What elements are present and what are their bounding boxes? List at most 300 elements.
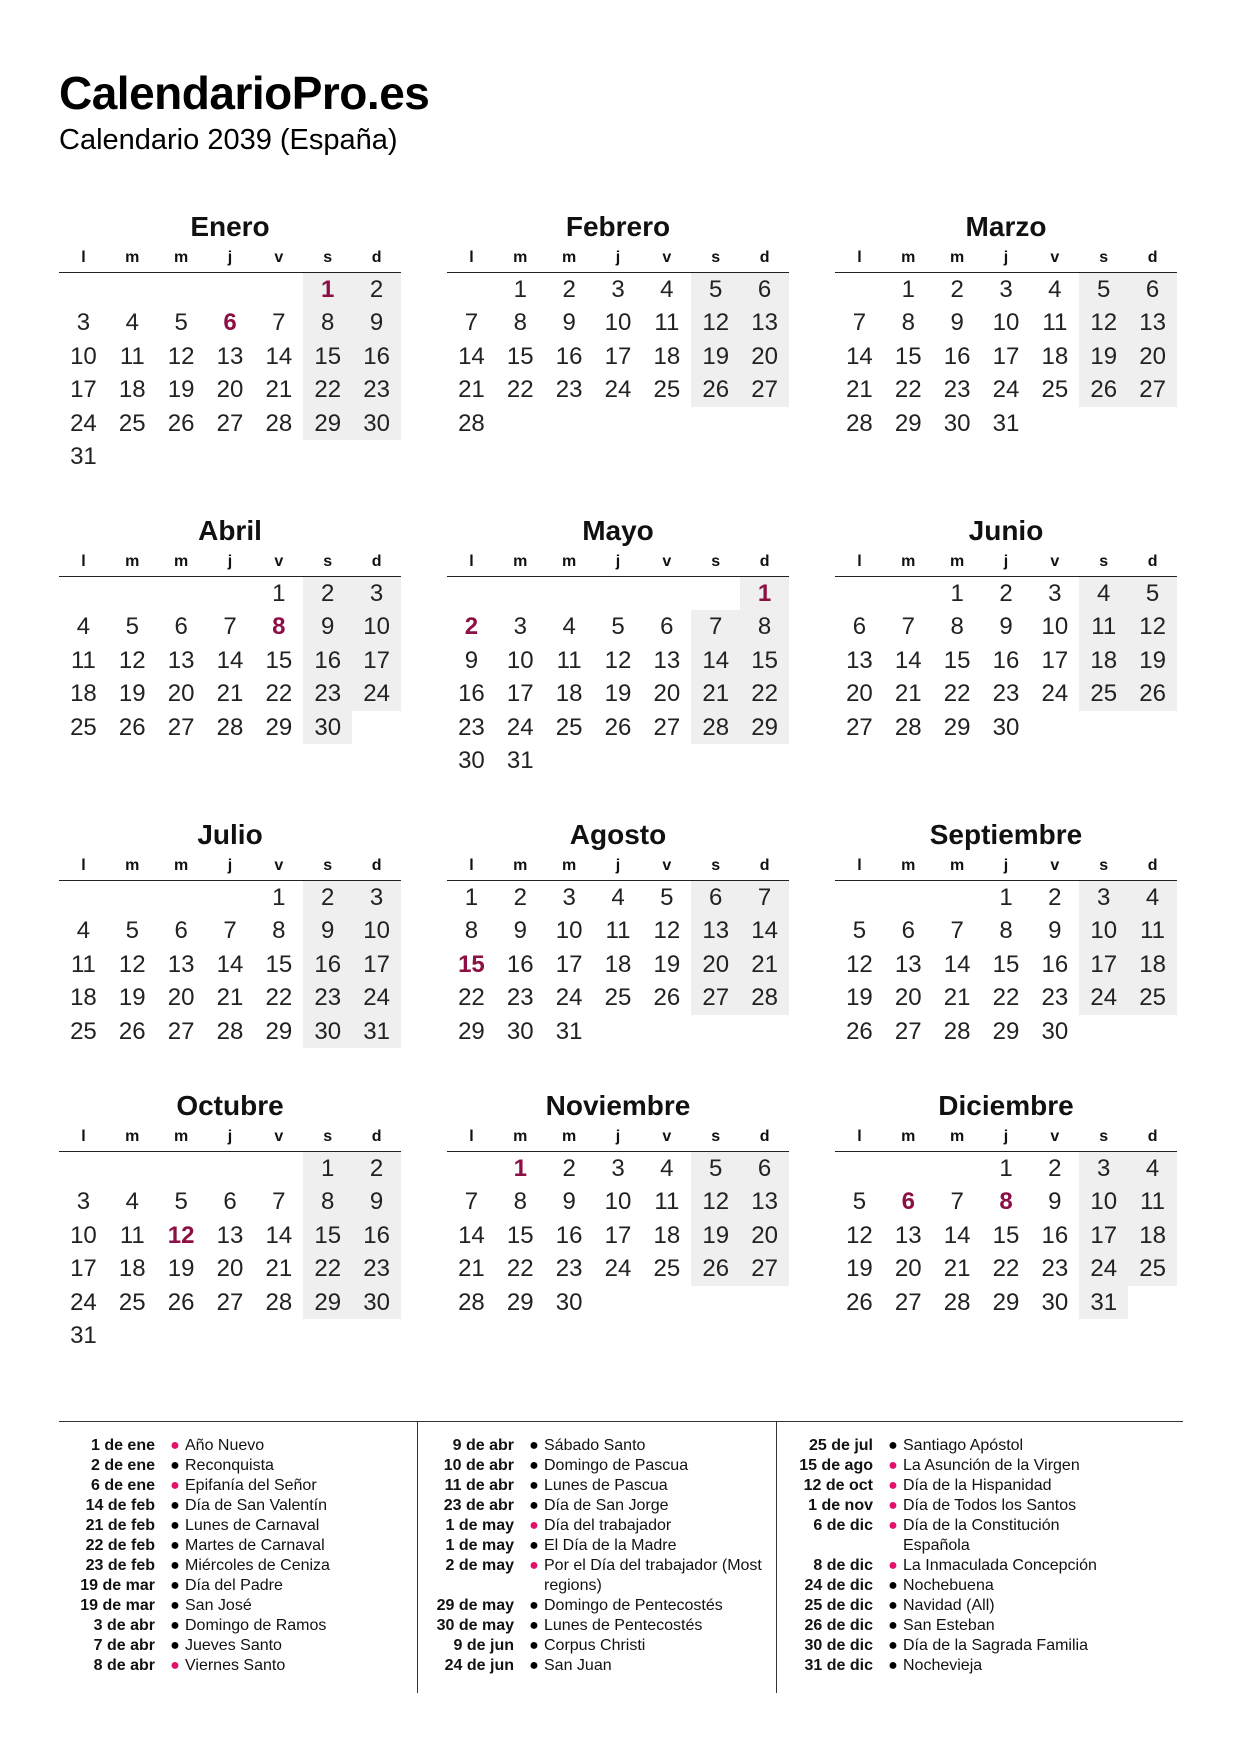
day-cell: 17 [506,680,534,708]
weekday-label: v [274,857,284,874]
day-cell: 8 [901,309,915,337]
holiday-day-cell: 1 [303,273,352,306]
day-cell: 20 [691,948,740,981]
month-noviembre [447,1089,789,1319]
holiday-item [777,1556,1135,1576]
holiday-name: Día de la Constitución Española [903,1517,1060,1554]
month-julio [59,818,401,1048]
weekday-label: m [513,857,528,874]
day-cell: 13 [167,950,195,978]
holiday-date: 25 de jul [808,1437,873,1454]
day-cell: 19 [118,984,146,1012]
weekday-label: s [323,857,333,874]
day-cell: 10 [604,1188,632,1216]
day-cell: 18 [555,680,583,708]
empty-cell [108,577,157,610]
day-cell: 18 [653,342,681,370]
empty-cell [884,881,933,914]
day-cell: 4 [1128,1152,1177,1185]
day-cell: 9 [562,309,576,337]
day-cell: 15 [303,340,352,373]
day-cell: 17 [352,948,401,981]
day-cell: 20 [740,1219,789,1252]
day-cell: 14 [265,1221,293,1249]
weekday-label: m [901,857,916,874]
day-cell: 16 [303,644,352,677]
day-grid [835,1152,1177,1319]
day-cell: 8 [303,306,352,339]
day-cell: 16 [458,680,485,708]
holiday-item [59,1496,417,1516]
day-cell: 5 [691,273,740,306]
weekday-label: s [711,553,721,570]
holiday-name: Domingo de Pascua [544,1457,689,1474]
holiday-name: Lunes de Pentecostés [544,1617,703,1634]
day-cell: 9 [352,1185,401,1218]
day-cell: 31 [70,1321,97,1349]
day-cell: 11 [556,646,582,674]
weekday-label: v [274,1128,284,1145]
holiday-name: Epifanía del Señor [185,1477,317,1494]
holiday-name: Sábado Santo [544,1437,646,1454]
national-holiday-bullet-icon: ● [529,1557,539,1574]
holiday-date: 23 de feb [85,1557,155,1574]
day-cell: 22 [265,984,293,1012]
day-cell: 1 [272,884,286,911]
day-cell: 24 [506,713,534,741]
national-holiday-bullet-icon: ● [888,1557,898,1574]
weekday-label: l [857,1128,862,1145]
day-cell: 2 [1048,884,1062,911]
day-cell: 25 [1041,376,1069,404]
holiday-item [777,1456,1135,1476]
holiday-date: 19 de mar [80,1577,155,1594]
day-cell: 28 [216,713,244,741]
day-cell: 28 [691,711,740,744]
holiday-date: 11 de abr [444,1477,514,1494]
weekday-header [59,248,401,273]
holiday-day-cell: 12 [167,1221,195,1249]
holiday-date: 29 de may [436,1597,514,1614]
holiday-name: Santiago Apóstol [903,1437,1024,1454]
day-grid [59,577,401,744]
day-cell: 24 [992,376,1020,404]
day-cell: 10 [555,917,583,945]
day-cell: 5 [691,1152,740,1185]
holiday-date: 8 de dic [813,1557,873,1574]
day-cell: 4 [1128,881,1177,914]
day-cell: 23 [506,984,534,1012]
day-cell: 28 [458,1288,485,1316]
holiday-item [59,1476,417,1496]
day-cell: 11 [654,309,680,337]
weekday-label: m [901,553,916,570]
weekday-header [447,248,789,273]
holiday-item [777,1436,1135,1456]
day-cell: 13 [691,914,740,947]
day-cell: 22 [894,376,922,404]
weekday-label: d [371,249,382,266]
day-cell: 25 [653,1255,681,1283]
day-cell: 25 [1128,981,1177,1014]
day-cell: 8 [272,917,286,945]
holiday-item [418,1536,776,1556]
day-grid [447,273,789,440]
day-cell: 26 [846,1288,873,1316]
day-cell: 9 [1048,917,1062,945]
day-cell: 7 [223,613,237,641]
day-cell: 9 [352,306,401,339]
weekday-label: m [950,857,965,874]
weekday-label: s [1099,553,1109,570]
day-cell: 19 [691,1219,740,1252]
empty-cell [447,273,496,306]
empty-cell [157,273,206,306]
weekday-label: d [1147,553,1158,570]
day-cell: 28 [265,1288,293,1316]
weekday-label: d [1147,857,1158,874]
holiday-date: 6 de dic [813,1517,873,1534]
month-title: Febrero [565,211,671,242]
holiday-date: 30 de may [436,1617,514,1634]
holiday-name: Día del trabajador [544,1517,672,1534]
month-title: Abril [198,515,262,546]
day-cell: 24 [70,1288,97,1316]
month-title: Mayo [582,515,654,546]
month-junio [835,514,1177,744]
day-cell: 20 [894,984,922,1012]
holiday-item [59,1616,417,1636]
day-cell: 8 [999,917,1013,945]
day-cell: 21 [691,677,740,710]
weekday-label: v [274,553,284,570]
day-cell: 11 [1128,914,1177,947]
day-cell: 14 [458,342,485,370]
weekday-label: d [371,1128,382,1145]
weekday-label: v [274,249,284,266]
day-cell: 22 [740,677,789,710]
holiday-name: Reconquista [185,1457,274,1474]
empty-cell [594,577,643,610]
day-cell: 28 [943,1288,971,1316]
holiday-name: El Día de la Madre [544,1537,677,1554]
day-cell: 21 [216,984,244,1012]
day-cell: 22 [506,376,534,404]
holidays-column [59,1422,417,1693]
day-cell: 13 [894,950,922,978]
holiday-day-cell: 1 [740,577,789,610]
day-cell: 11 [1079,610,1128,643]
empty-cell [108,1152,157,1185]
day-cell: 18 [653,1221,681,1249]
empty-cell [206,881,255,914]
weekday-header [835,552,1177,577]
holiday-name: Lunes de Pascua [544,1477,668,1494]
weekday-label: s [711,249,721,266]
day-cell: 3 [1048,580,1062,607]
weekday-label: l [469,1128,474,1145]
day-cell: 2 [1048,1155,1062,1182]
bullet-icon: ● [888,1657,898,1674]
day-cell: 10 [70,1221,97,1249]
day-cell: 4 [125,309,139,337]
empty-cell [157,577,206,610]
day-cell: 26 [167,1288,195,1316]
day-cell: 16 [352,1219,401,1252]
holiday-item [777,1576,1135,1596]
day-cell: 22 [265,680,293,708]
day-cell: 8 [950,613,964,641]
day-cell: 5 [852,917,867,945]
day-cell: 4 [76,613,91,641]
day-cell: 27 [846,713,873,741]
day-cell: 13 [1128,306,1177,339]
holiday-name: Lunes de Carnaval [185,1517,320,1534]
empty-cell [254,273,303,306]
day-cell: 29 [265,713,293,741]
day-cell: 30 [352,1286,401,1319]
day-cell: 19 [653,950,681,978]
day-cell: 23 [943,376,971,404]
day-cell: 12 [653,917,681,945]
day-cell: 4 [562,613,576,641]
holiday-date: 24 de jun [444,1657,514,1674]
month-title: Junio [968,515,1044,546]
day-cell: 14 [691,644,740,677]
day-cell: 8 [513,1188,527,1216]
bullet-icon: ● [529,1657,539,1674]
holiday-item [418,1596,776,1616]
day-cell: 18 [118,1255,146,1283]
day-cell: 25 [1128,1252,1177,1285]
day-cell: 1 [901,276,915,303]
day-cell: 28 [943,1017,971,1045]
weekday-label: j [1003,249,1009,266]
day-cell: 23 [555,376,583,404]
weekday-label: m [174,553,189,570]
day-cell: 24 [352,677,401,710]
holiday-date: 19 de mar [80,1597,155,1614]
day-cell: 20 [167,984,195,1012]
day-cell: 22 [992,984,1020,1012]
day-cell: 29 [458,1017,485,1045]
day-cell: 31 [352,1015,401,1048]
holiday-name: La Inmaculada Concepción [903,1557,1097,1574]
day-cell: 25 [1079,677,1128,710]
day-cell: 10 [70,342,97,370]
day-cell: 7 [950,917,964,945]
national-holiday-bullet-icon: ● [888,1497,898,1514]
weekday-label: v [662,249,672,266]
day-cell: 5 [1128,577,1177,610]
empty-cell [59,273,108,306]
month-title: Julio [197,819,263,850]
holidays-column [776,1422,1135,1693]
day-cell: 11 [119,1221,145,1249]
bullet-icon: ● [170,1517,180,1534]
day-cell: 1 [950,580,964,607]
holiday-date: 2 de may [445,1557,514,1574]
day-cell: 9 [303,914,352,947]
day-cell: 11 [654,1188,680,1216]
day-cell: 17 [1079,948,1128,981]
day-cell: 16 [303,948,352,981]
day-cell: 31 [506,746,534,774]
weekday-label: m [125,553,140,570]
day-cell: 7 [852,309,867,337]
day-cell: 9 [513,917,527,945]
month-abril [59,514,401,744]
day-cell: 7 [464,309,479,337]
day-cell: 17 [70,376,97,404]
day-cell: 17 [1079,1219,1128,1252]
holiday-date: 25 de dic [804,1597,873,1614]
holiday-date: 8 de abr [93,1657,155,1674]
weekday-header [447,856,789,881]
weekday-label: v [1050,553,1060,570]
day-cell: 10 [506,646,534,674]
weekday-label: m [562,249,577,266]
month-marzo [835,210,1177,440]
day-cell: 22 [303,373,352,406]
day-cell: 18 [604,950,632,978]
day-cell: 3 [562,884,576,911]
holiday-name: San José [185,1597,252,1614]
empty-cell [835,577,884,610]
day-cell: 18 [70,680,97,708]
holiday-date: 1 de may [445,1537,514,1554]
day-cell: 19 [167,376,195,404]
month-title: Noviembre [545,1090,691,1121]
day-cell: 22 [303,1252,352,1285]
holiday-date: 1 de may [445,1517,514,1534]
holiday-item [418,1556,776,1596]
weekday-label: v [1050,1128,1060,1145]
day-cell: 24 [604,1255,632,1283]
day-cell: 26 [118,1017,146,1045]
day-cell: 5 [611,613,625,641]
empty-cell [884,1152,933,1185]
bullet-icon: ● [170,1557,180,1574]
day-cell: 13 [167,646,195,674]
holidays-list [59,1421,1183,1693]
day-cell: 27 [894,1017,922,1045]
holiday-day-cell: 15 [458,950,485,978]
weekday-label: d [371,553,382,570]
holiday-name: Por el Día del trabajador (Most regions) [544,1557,762,1594]
day-cell: 7 [740,881,789,914]
holiday-date: 9 de jun [453,1637,514,1654]
weekday-header [447,1127,789,1152]
day-cell: 30 [992,713,1020,741]
bullet-icon: ● [529,1597,539,1614]
empty-cell [884,577,933,610]
day-cell: 4 [125,1188,139,1216]
day-cell: 2 [303,577,352,610]
empty-cell [691,577,740,610]
day-cell: 27 [740,1252,789,1285]
day-cell: 15 [992,1221,1020,1249]
empty-cell [59,881,108,914]
weekday-header [59,856,401,881]
month-title: Enero [190,211,270,242]
day-cell: 12 [118,646,146,674]
bullet-icon: ● [888,1437,898,1454]
day-cell: 29 [303,407,352,440]
empty-cell [933,881,982,914]
day-cell: 1 [272,580,286,607]
weekday-label: l [857,553,862,570]
month-title: Diciembre [938,1090,1074,1121]
day-cell: 12 [1079,306,1128,339]
day-cell: 30 [303,711,352,744]
day-cell: 11 [1128,1185,1177,1218]
weekday-label: j [615,857,621,874]
empty-cell [59,577,108,610]
day-cell: 14 [894,646,922,674]
day-cell: 17 [992,342,1020,370]
day-cell: 24 [352,981,401,1014]
weekday-label: l [857,249,862,266]
holiday-item [418,1516,776,1536]
day-cell: 12 [846,1221,873,1249]
national-holiday-bullet-icon: ● [888,1477,898,1494]
month-title: Marzo [965,211,1047,242]
holiday-day-cell: 2 [464,613,479,641]
holiday-name: Domingo de Ramos [185,1617,327,1634]
day-cell: 24 [555,984,583,1012]
weekday-label: l [469,249,474,266]
day-cell: 12 [691,306,740,339]
weekday-label: j [615,553,621,570]
day-cell: 28 [458,409,485,437]
day-cell: 16 [1041,1221,1069,1249]
day-cell: 23 [1041,984,1069,1012]
day-cell: 10 [1079,1185,1128,1218]
month-title: Octubre [176,1090,284,1121]
day-cell: 22 [992,1255,1020,1283]
day-cell: 3 [1079,1152,1128,1185]
day-cell: 21 [265,1255,293,1283]
day-cell: 30 [506,1017,534,1045]
weekday-label: j [1003,553,1009,570]
day-cell: 29 [740,711,789,744]
month-febrero [447,210,789,440]
day-cell: 11 [70,950,96,978]
day-cell: 14 [943,1221,971,1249]
day-cell: 20 [216,1255,244,1283]
holiday-name: Nochevieja [903,1657,983,1674]
holiday-day-cell: 1 [513,1155,527,1182]
day-cell: 12 [604,646,632,674]
holiday-name: Viernes Santo [185,1657,286,1674]
day-cell: 12 [1128,610,1177,643]
day-cell: 7 [464,1188,479,1216]
national-holiday-bullet-icon: ● [888,1457,898,1474]
day-cell: 29 [992,1288,1020,1316]
national-holiday-bullet-icon: ● [529,1517,539,1534]
day-cell: 19 [846,1255,873,1283]
day-cell: 9 [1048,1188,1062,1216]
holiday-name: Día de la Hispanidad [903,1477,1052,1494]
empty-cell [545,577,594,610]
holiday-item [418,1636,776,1656]
weekday-label: j [1003,857,1009,874]
day-cell: 31 [1079,1286,1128,1319]
holiday-name: Día de Todos los Santos [903,1497,1077,1514]
bullet-icon: ● [529,1497,539,1514]
day-cell: 25 [70,1017,97,1045]
